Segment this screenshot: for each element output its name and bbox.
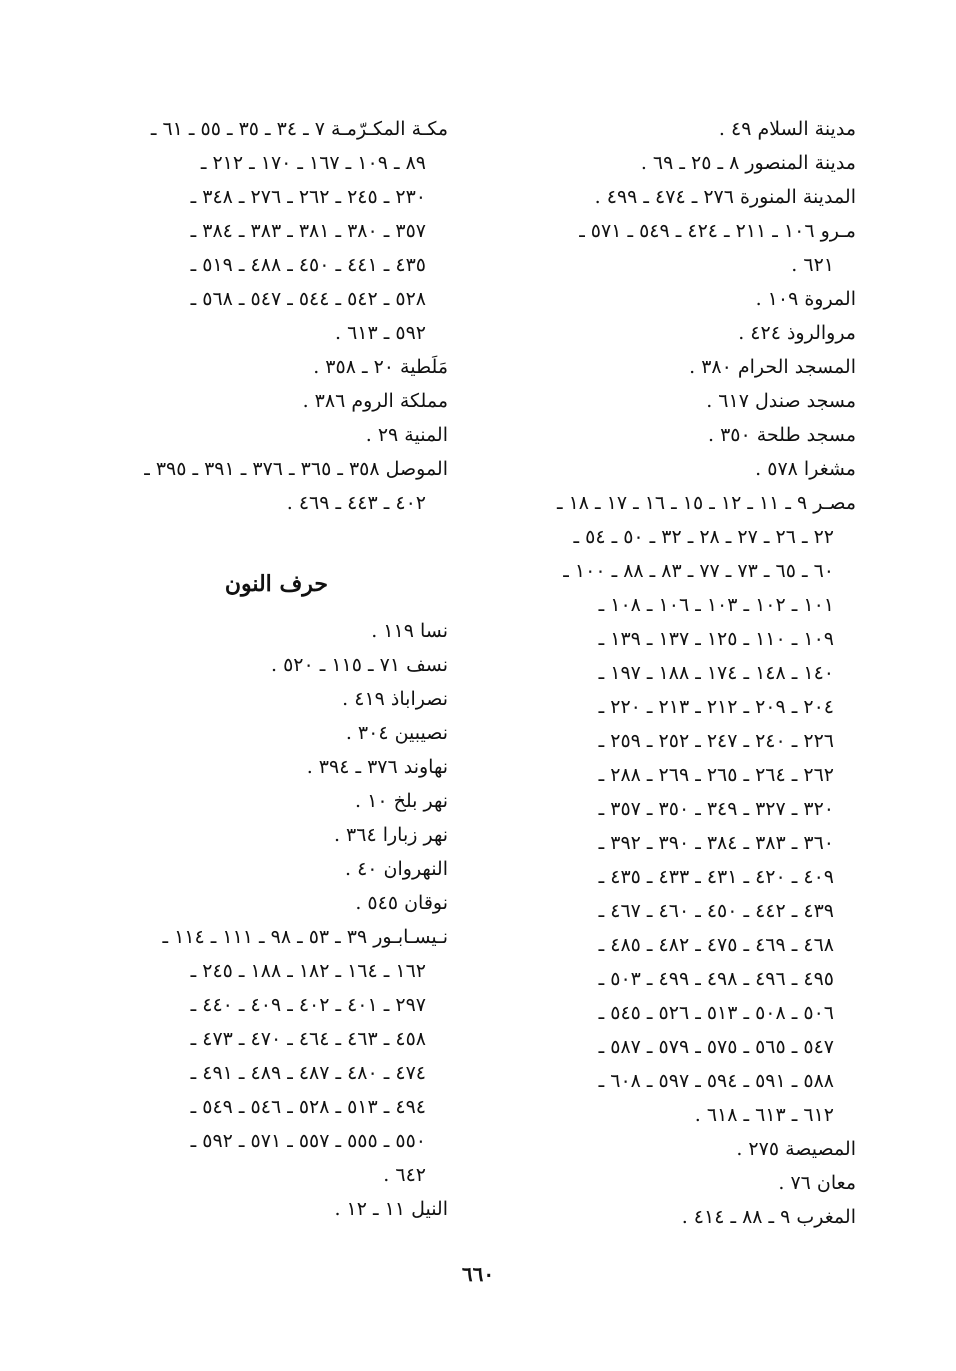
index-entry-continuation: ٢٣٠ ـ ٢٤٥ ـ ٢٦٢ ـ ٢٧٦ ـ ٣٤٨ ـ <box>190 186 426 208</box>
index-entry: نهاوند ٣٧٦ ـ ٣٩٤ . <box>306 756 448 778</box>
index-entry-continuation: ٤٩٥ ـ ٤٩٦ ـ ٤٩٨ ـ ٤٩٩ ـ ٥٠٣ ـ <box>598 968 834 990</box>
index-entry-continuation: ٤٧٤ ـ ٤٨٠ ـ ٤٨٧ ـ ٤٨٩ ـ ٤٩١ ـ <box>190 1062 426 1084</box>
index-column-right <box>498 112 856 1234</box>
index-entry: المروة ١٠٩ . <box>755 288 856 310</box>
index-entry-continuation: ١٠٩ ـ ١١٠ ـ ١٢٥ ـ ١٣٧ ـ ١٣٩ ـ <box>598 628 834 650</box>
index-entry-continuation: ٥٥٠ ـ ٥٥٥ ـ ٥٥٧ ـ ٥٧١ ـ ٥٩٢ ـ <box>190 1130 426 1152</box>
index-entry: مدينة السلام ٤٩ . <box>718 118 856 140</box>
section-title: حرف النون <box>224 571 328 597</box>
index-entry-continuation: ٢٢٦ ـ ٢٤٠ ـ ٢٤٧ ـ ٢٥٢ ـ ٢٥٩ ـ <box>598 730 834 752</box>
index-entry: مكـة المكـرّمـة ٧ ـ ٣٤ ـ ٣٥ ـ ٥٥ ـ ٦١ ـ <box>150 118 448 140</box>
index-entry: معان ٧٦ . <box>778 1172 856 1194</box>
index-entry-continuation: ٤٠٩ ـ ٤٢٠ ـ ٤٣١ ـ ٤٣٣ ـ ٤٣٥ ـ <box>598 866 834 888</box>
index-entry: مصـر ٩ ـ ١١ ـ ١٢ ـ ١٥ ـ ١٦ ـ ١٧ ـ ١٨ ـ <box>556 492 856 514</box>
index-entry-continuation: ٦٤٢ . <box>383 1164 426 1186</box>
index-entry: نوقان ٥٤٥ . <box>355 892 448 914</box>
index-entry-continuation: ٥٩٢ ـ ٦١٣ . <box>335 322 426 344</box>
index-entry-continuation: ٥٢٨ ـ ٥٤٢ ـ ٥٤٤ ـ ٥٤٧ ـ ٥٦٨ ـ <box>190 288 426 310</box>
index-entry-continuation: ٢٩٧ ـ ٤٠١ ـ ٤٠٢ ـ ٤٠٩ ـ ٤٤٠ ـ <box>190 994 426 1016</box>
index-entry: مـرو ١٠٦ ـ ٢١١ ـ ٤٢٤ ـ ٥٤٩ ـ ٥٧١ ـ <box>579 220 856 242</box>
index-entry-continuation: ١٤٠ ـ ١٤٨ ـ ١٧٤ ـ ١٨٨ ـ ١٩٧ ـ <box>598 662 834 684</box>
index-entry: نهر زبارا ٣٦٤ . <box>333 824 448 846</box>
index-entry: المنية ٢٩ . <box>365 424 448 446</box>
index-entry: المدينة المنورة ٢٧٦ ـ ٤٧٤ ـ ٤٩٩ . <box>594 186 856 208</box>
index-entry-continuation: ٢٦٢ ـ ٢٦٤ ـ ٢٦٥ ـ ٢٦٩ ـ ٢٨٨ ـ <box>598 764 834 786</box>
index-entry-continuation: ٢٢ ـ ٢٦ ـ ٢٧ ـ ٢٨ ـ ٣٢ ـ ٥٠ ـ ٥٤ ـ <box>573 526 834 548</box>
index-entry: مشغرا ٥٧٨ . <box>755 458 856 480</box>
index-entry-continuation: ٢٠٤ ـ ٢٠٩ ـ ٢١٢ ـ ٢١٣ ـ ٢٢٠ ـ <box>598 696 834 718</box>
index-entry: المسجد الحرام ٣٨٠ . <box>689 356 856 378</box>
index-entry-continuation: ٤٥٨ ـ ٤٦٣ ـ ٤٦٤ ـ ٤٧٠ ـ ٤٧٣ ـ <box>190 1028 426 1050</box>
index-entry-continuation: ٤٣٥ ـ ٤٤١ ـ ٤٥٠ ـ ٤٨٨ ـ ٥١٩ ـ <box>190 254 426 276</box>
index-entry: المغرب ٩ ـ ٨٨ ـ ٤١٤ . <box>681 1206 856 1228</box>
section-spacer <box>100 520 448 554</box>
index-entry: نسف ٧١ ـ ١١٥ ـ ٥٢٠ . <box>270 654 448 676</box>
index-entry-continuation: ٥٤٧ ـ ٥٦٥ ـ ٥٧٥ ـ ٥٧٩ ـ ٥٨٧ ـ <box>598 1036 834 1058</box>
index-entry: مسجد صندل ٦١٧ . <box>706 390 856 412</box>
index-entry: مَلَطية ٢٠ ـ ٣٥٨ . <box>313 356 448 378</box>
index-entry: نسا ١١٩ . <box>371 620 448 642</box>
index-entry-continuation: ٦٢١ . <box>791 254 834 276</box>
index-entry: مسجد طلحة ٣٥٠ . <box>707 424 856 446</box>
index-entry-continuation: ٨٩ ـ ١٠٩ ـ ١٦٧ ـ ١٧٠ ـ ٢١٢ ـ <box>200 152 426 174</box>
index-entry-continuation: ٣٢٠ ـ ٣٢٧ ـ ٣٤٩ ـ ٣٥٠ ـ ٣٥٧ ـ <box>598 798 834 820</box>
index-entry-continuation: ٤٣٩ ـ ٤٤٢ ـ ٤٥٠ ـ ٤٦٠ ـ ٤٦٧ ـ <box>598 900 834 922</box>
index-entry: نهر بلخ ١٠ . <box>355 790 448 812</box>
index-entry-continuation: ٦٠ ـ ٦٥ ـ ٧٣ ـ ٧٧ ـ ٨٣ ـ ٨٨ ـ ١٠٠ ـ <box>563 560 834 582</box>
index-entry: مدينة المنصور ٨ ـ ٢٥ ـ ٦٩ . <box>640 152 856 174</box>
index-entry: نصراباذ ٤١٩ . <box>342 688 448 710</box>
index-entry-continuation: ٣٦٠ ـ ٣٨٣ ـ ٣٨٤ ـ ٣٩٠ ـ ٣٩٢ ـ <box>598 832 834 854</box>
index-entry-continuation: ١٦٢ ـ ١٦٤ ـ ١٨٢ ـ ١٨٨ ـ ٢٤٥ ـ <box>190 960 426 982</box>
index-entry-continuation: ٤٩٤ ـ ٥١٣ ـ ٥٢٨ ـ ٥٤٦ ـ ٥٤٩ ـ <box>190 1096 426 1118</box>
index-entry: الموصل ٣٥٨ ـ ٣٦٥ ـ ٣٧٦ ـ ٣٩١ ـ ٣٩٥ ـ <box>144 458 448 480</box>
index-entry: نصيبين ٣٠٤ . <box>345 722 448 744</box>
index-column-left <box>100 112 448 1226</box>
index-entry-continuation: ٤٠٢ ـ ٤٤٣ ـ ٤٦٩ . <box>286 492 426 514</box>
index-entry: مملكة الروم ٣٨٦ . <box>302 390 448 412</box>
index-entry-continuation: ٤٦٨ ـ ٤٦٩ ـ ٤٧٥ ـ ٤٨٢ ـ ٤٨٥ ـ <box>598 934 834 956</box>
index-entry: مروالروذ ٤٢٤ . <box>738 322 856 344</box>
index-entry: المصيصة ٢٧٥ . <box>736 1138 856 1160</box>
index-entry-continuation: ٣٥٧ ـ ٣٨٠ ـ ٣٨١ ـ ٣٨٣ ـ ٣٨٤ ـ <box>190 220 426 242</box>
index-entry: النهروان ٤٠ . <box>344 858 448 880</box>
page-number: ٦٦٠ <box>461 1262 495 1286</box>
index-entry: نـيسـابـور ٣٩ ـ ٥٣ ـ ٩٨ ـ ١١١ ـ ١١٤ ـ <box>162 926 448 948</box>
index-entry-continuation: ٥٠٦ ـ ٥٠٨ ـ ٥١٣ ـ ٥٢٦ ـ ٥٤٥ ـ <box>598 1002 834 1024</box>
index-entry: النيل ١١ ـ ١٢ . <box>334 1198 448 1220</box>
index-entry-continuation: ٥٨٨ ـ ٥٩١ ـ ٥٩٤ ـ ٥٩٧ ـ ٦٠٨ ـ <box>598 1070 834 1092</box>
index-entry-continuation: ١٠١ ـ ١٠٢ ـ ١٠٣ ـ ١٠٦ ـ ١٠٨ ـ <box>598 594 834 616</box>
index-entry-continuation: ٦١٢ ـ ٦١٣ ـ ٦١٨ . <box>694 1104 834 1126</box>
